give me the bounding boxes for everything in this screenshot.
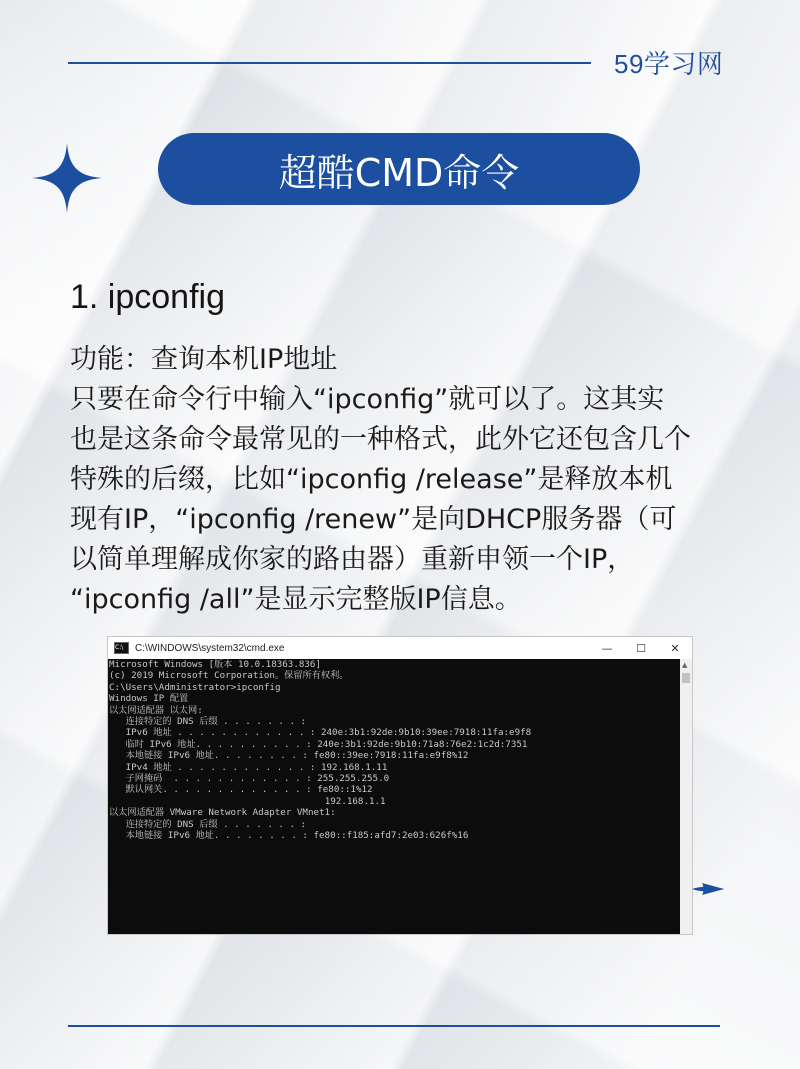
- console-line: IPv4 地址 . . . . . . . . . . . . : 192.168.1.11: [109, 761, 388, 773]
- console-line: C:\Users\Administrator>ipconfig: [109, 681, 281, 693]
- console-line: 子网掩码 . . . . . . . . . . . . : 255.255.255.0: [109, 773, 390, 785]
- console-line: (c) 2019 Microsoft Corporation。保留所有权利。: [109, 670, 349, 682]
- console-line: 以太网适配器 以太网:: [109, 704, 203, 716]
- console-line: 192.168.1.1: [109, 795, 386, 807]
- console-line: 默认网关. . . . . . . . . . . . . : fe80::1%12: [109, 784, 373, 796]
- cmd-window-title: C:\WINDOWS\system32\cmd.exe: [135, 642, 285, 654]
- section-heading: 1. ipconfig: [70, 278, 225, 316]
- page-title: 超酷CMD命令: [278, 150, 520, 195]
- console-line: Microsoft Windows [版本 10.0.18363.836]: [109, 659, 321, 670]
- window-controls: [590, 637, 692, 659]
- cmd-window-screenshot: [108, 637, 692, 934]
- cmd-console-output[interactable]: [108, 659, 680, 934]
- brand-label: 59学习网: [614, 49, 724, 79]
- console-line: 本地链接 IPv6 地址. . . . . . . . : fe80::39ee:7918:11fa:e9f8%12: [109, 750, 469, 762]
- console-line: 临时 IPv6 地址. . . . . . . . . . : 240e:3b1:92de:9b10:71a8:76e2:1c2d:7351: [109, 738, 528, 750]
- bottom-divider: [68, 1025, 720, 1027]
- arrow-right-icon: [690, 881, 724, 897]
- body-line: 特殊的后缀，比如“ipconfig /release”是释放本机: [70, 464, 673, 495]
- close-button[interactable]: ✕: [670, 641, 680, 655]
- body-paragraph: [70, 340, 750, 620]
- console-line: Windows IP 配置: [109, 693, 189, 705]
- four-point-star-icon: [30, 141, 104, 215]
- title-banner: [158, 133, 640, 205]
- scroll-up-arrow-icon[interactable]: ▲: [682, 661, 688, 669]
- top-divider: [68, 62, 591, 64]
- console-line: 以太网适配器 VMware Network Adapter VMnet1:: [109, 807, 336, 819]
- body-line: 现有IP，“ipconfig /renew”是向DHCP服务器（可: [70, 504, 677, 535]
- body-line: 以简单理解成你家的路由器）重新申领一个IP，: [70, 544, 635, 575]
- console-line: 连接特定的 DNS 后缀 . . . . . . . :: [109, 716, 307, 728]
- body-line: 也是这条命令最常见的一种格式，此外它还包含几个: [70, 424, 691, 455]
- body-line: 只要在命令行中输入“ipconfig”就可以了。这其实: [70, 384, 665, 415]
- minimize-button[interactable]: —: [601, 641, 613, 655]
- cmd-titlebar[interactable]: [108, 637, 692, 659]
- body-line: 功能：查询本机IP地址: [70, 344, 338, 375]
- maximize-button[interactable]: ☐: [636, 641, 646, 655]
- scrollbar-thumb[interactable]: [682, 673, 690, 683]
- console-line: 连接特定的 DNS 后缀 . . . . . . . :: [109, 818, 307, 830]
- console-line: 本地链接 IPv6 地址. . . . . . . . : fe80::f185:afd7:2e03:626f%16: [109, 830, 469, 842]
- body-line: “ipconfig /all”是显示完整版IP信息。: [70, 584, 522, 615]
- cmd-app-icon: C:\: [114, 642, 129, 654]
- console-line: IPv6 地址 . . . . . . . . . . . . : 240e:3b1:92de:9b10:39ee:7918:11fa:e9f8: [109, 727, 532, 739]
